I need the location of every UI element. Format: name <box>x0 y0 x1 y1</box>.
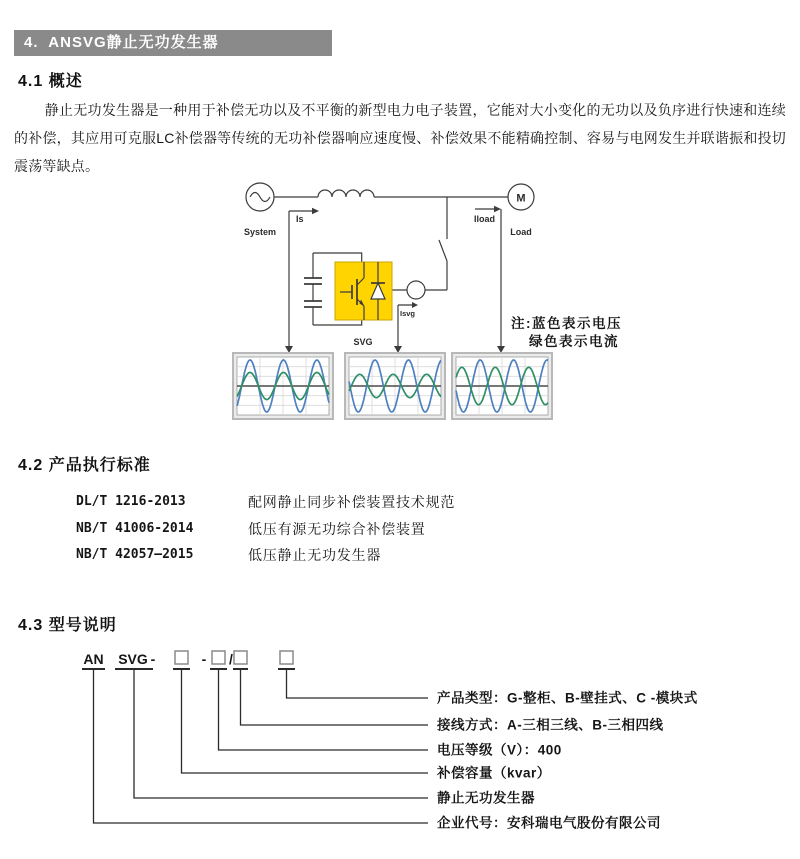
color-note-line1: 注:蓝色表示电压 <box>511 316 622 331</box>
leader-svg-product <box>134 669 428 798</box>
standard-code: DL/T 1216-2013 <box>76 494 186 509</box>
heading-4-2: 4.2 产品执行标准 <box>18 457 151 474</box>
model-desc-voltage-class: 电压等级（V）：400 <box>437 742 562 758</box>
leader-wiring-mode <box>241 669 429 725</box>
standards-list <box>76 492 676 572</box>
model-dash-2: - <box>201 651 207 667</box>
model-diagram <box>60 646 800 846</box>
waveform-plot-1 <box>233 353 333 419</box>
standard-code: NB/T 42057—2015 <box>76 547 194 562</box>
load-label: Load <box>510 227 532 237</box>
model-desc-product-type: 产品类型：G-整柜、B-壁挂式、C -模块式 <box>437 690 698 706</box>
standard-row <box>76 492 676 519</box>
model-slash: / <box>229 651 233 667</box>
model-desc-wiring-mode: 接线方式：A-三相三线、B-三相四线 <box>437 717 664 733</box>
current-transformer-symbol <box>407 281 425 299</box>
model-desc-capacity: 补偿容量（kvar） <box>437 765 551 781</box>
heading-4-3: 4.3 型号说明 <box>18 617 117 634</box>
ac-source-symbol <box>246 183 274 211</box>
standard-name: 配网静止同步补偿装置技术规范 <box>248 494 456 510</box>
svg-principle-diagram <box>228 175 648 427</box>
model-prefix-product: SVG <box>118 651 148 667</box>
model-placeholder-box-wiring <box>234 651 247 664</box>
model-designation-diagram <box>60 646 800 846</box>
iload-label: Iload <box>474 214 496 224</box>
overview-paragraph: 静止无功发生器是一种用于补偿无功以及不平衡的新型电力电子装置，它能对大小变化的无功以及负序进行快速和连续的补偿，其应用可克服LC补偿器等传统的无功补偿器响应速度慢、补偿效果不能精确控制、容易与电网发生并联谐振和投切震荡等缺点。 <box>14 102 786 174</box>
leader-product-type <box>287 669 429 698</box>
model-placeholder-box-capacity <box>175 651 188 664</box>
model-prefix-company: AN <box>83 651 104 667</box>
switch-symbol <box>439 197 447 290</box>
standard-row <box>76 519 676 546</box>
waveform-plot-2 <box>345 353 445 419</box>
standard-code: NB/T 41006-2014 <box>76 520 194 536</box>
motor-letter: M <box>516 192 526 205</box>
circuit-diagram <box>228 175 648 427</box>
heading-4-1: 4.1 概述 <box>18 73 83 90</box>
leader-voltage-class <box>219 669 429 750</box>
iload-current-arrow <box>475 206 501 346</box>
color-note-line2: 绿色表示电流 <box>529 334 619 349</box>
model-desc-svg-product: 静止无功发生器 <box>437 790 535 806</box>
leader-company-code <box>94 669 429 823</box>
model-desc-company-code: 企业代号：安科瑞电气股份有限公司 <box>437 815 661 831</box>
system-label: System <box>243 227 277 237</box>
is-label: Is <box>296 214 304 224</box>
section-title-bar: 4. ANSVG静止无功发生器 <box>14 30 332 56</box>
model-placeholder-box-type <box>280 651 293 664</box>
plot2-drop-arrowhead <box>394 346 402 353</box>
standard-name: 低压静止无功发生器 <box>248 547 382 563</box>
waveform-plot-3 <box>452 353 552 419</box>
isvg-label: Isvg <box>400 309 416 318</box>
plot1-drop-arrowhead <box>285 346 293 353</box>
inductor-symbol <box>318 190 374 197</box>
igbt-converter-box <box>335 262 392 320</box>
model-dash-1: - <box>150 651 156 667</box>
standard-name: 低压有源无功综合补偿装置 <box>248 520 426 537</box>
model-placeholder-box-voltage <box>212 651 225 664</box>
plot3-drop-arrowhead <box>497 346 505 353</box>
standard-row <box>76 545 676 572</box>
svg-label: SVG <box>353 337 373 347</box>
motor-symbol <box>508 184 534 210</box>
